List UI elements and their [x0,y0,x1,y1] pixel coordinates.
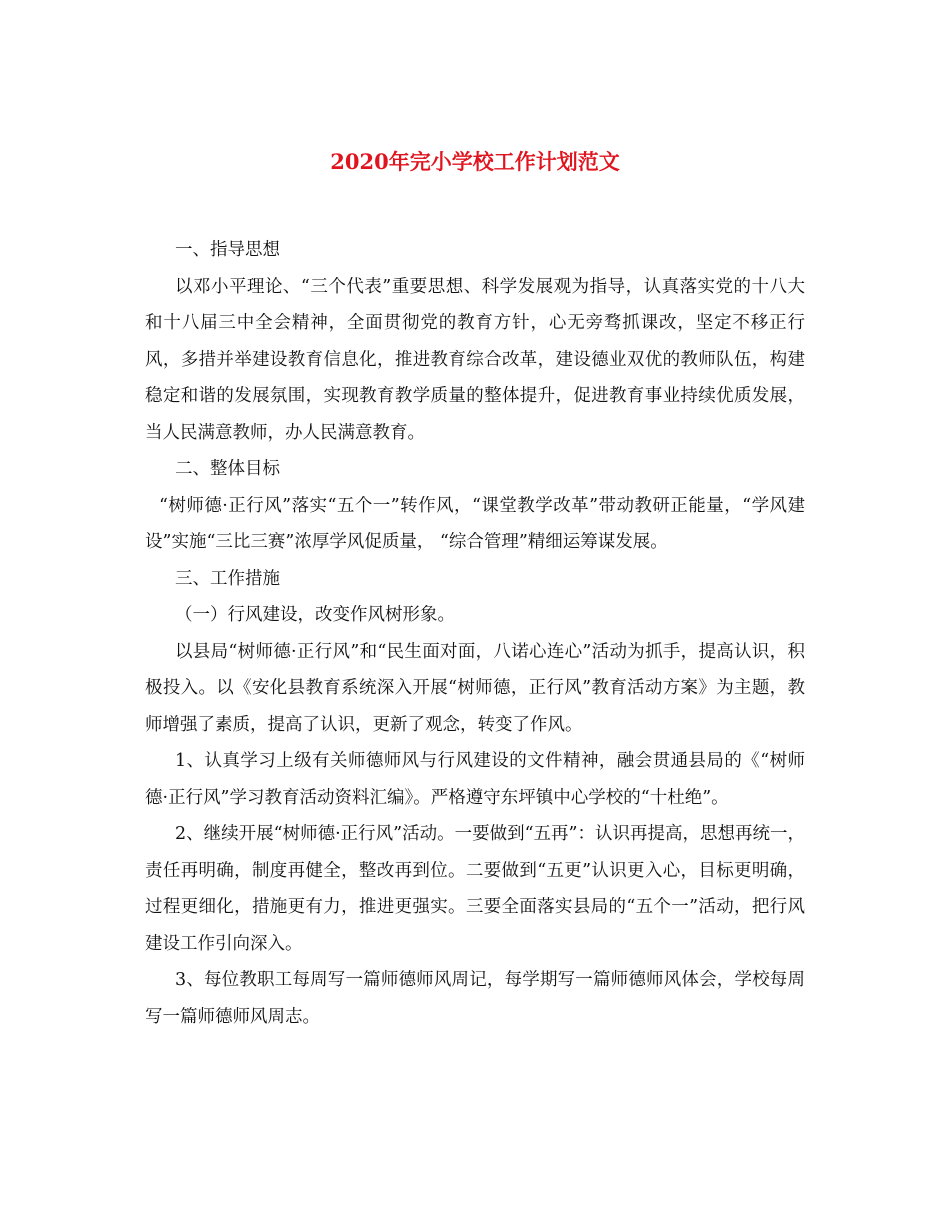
paragraph-overall-goals: “树师德·正行风”落实“五个一”转作风，“课堂教学改革”带动教研正能量，“学风建设”实施“三比三赛”浓厚学风促质量， “综合管理”精细运筹谋发展。 [145,495,805,552]
section-heading-guiding-ideology: 一、指导思想 [175,240,280,260]
document-title: 2020年完小学校工作计划范文 [330,149,620,174]
section-heading-work-measures: 三、工作措施 [175,568,280,589]
list-item-3: 3、每位教职工每周写一篇师德师风周记，每学期写一篇师德师风体会，学校每周写一篇师德师风周志。 [145,970,805,1027]
paragraph-conduct: 以县局“树师德·正行风”和“民生面对面，八诺心连心”活动为抓手，提高认识，积极投入。以《安化县教育系统深入开展“树师德，正行风”教育活动方案》为主题，教师增强了素质，提高了认识，更新了观念，转变了作风。 [145,641,805,735]
subsection-heading-conduct: （一）行风建设，改变作风树形象。 [175,605,455,625]
list-item-2: 2、继续开展“树师德·正行风”活动。一要做到“五再”：认识再提高，思想再统一，责任再明确，制度再健全，整改再到位。二要做到“五更”认识更入心，目标更明确，过程更细化，措施更有力，推进更强实。三要全面落实县局的“五个一”活动，把行风建设工作引向深入。 [145,824,805,954]
paragraph-guiding-ideology: 以邓小平理论、“三个代表”重要思想、科学发展观为指导，认真落实党的十八大和十八届三中全会精神，全面贯彻党的教育方针，心无旁骛抓课改，坚定不移正行风，多措并举建设教育信息化，推进教育综合改革，建设德业双优的教师队伍，构建稳定和谐的发展氛围，实现教育教学质量的整体提升，促进教育事业持续优质发展，当人民满意教师，办人民满意教育。 [145,276,805,443]
document-body [145,232,805,1035]
list-item-1: 1、认真学习上级有关师德师风与行风建设的文件精神，融会贯通县局的《“树师德·正行风”学习教育活动资料汇编》。严格遵守东坪镇中心学校的“十杜绝”。 [145,751,805,808]
section-heading-overall-goals: 二、整体目标 [175,459,280,479]
